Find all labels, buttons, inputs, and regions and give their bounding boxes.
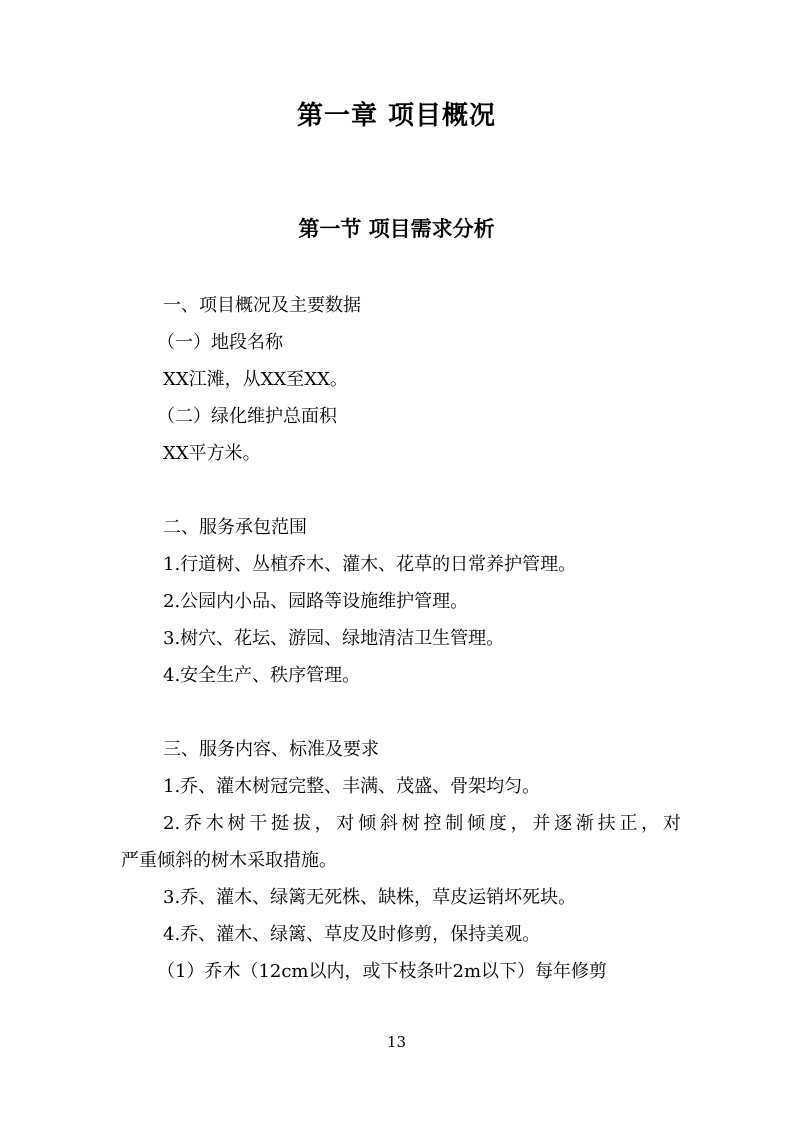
chapter-title: 第一章 项目概况 (296, 101, 497, 131)
part1-sub2-heading: （二）绿化维护总面积 (157, 406, 337, 427)
paragraph-gap (121, 472, 681, 509)
part3-item-3: 3.乔、灌木、绿篱无死株、缺株，草皮运销坏死块。 (163, 887, 577, 908)
section-title: 第一节 项目需求分析 (298, 217, 495, 241)
part2-item: 2.公园内小品、园路等设施维护管理。 (163, 591, 469, 612)
part3-item-4: 4.乔、灌木、绿篱、草皮及时修剪，保持美观。 (163, 924, 541, 945)
paragraph-gap (121, 694, 681, 731)
part2-item: 4.安全生产、秩序管理。 (163, 665, 361, 686)
part1-sub2-text: XX平方米。 (163, 443, 261, 464)
part1-heading: 一、项目概况及主要数据 (163, 295, 361, 316)
part1-sub1-heading: （一）地段名称 (157, 332, 283, 353)
part3-item-1: 1.乔、灌木树冠完整、丰满、茂盛、骨架均匀。 (163, 776, 541, 797)
part3-heading: 三、服务内容、标准及要求 (163, 739, 379, 760)
part2-item: 1.行道树、丛植乔木、灌木、花草的日常养护管理。 (163, 554, 577, 575)
part2-item: 3.树穴、花坛、游园、绿地清洁卫生管理。 (163, 628, 505, 649)
part2-heading: 二、服务承包范围 (163, 517, 307, 538)
part3-item-4-sub-1: （1）乔木（12cm以内，或下枝条叶2m以下）每年修剪 (157, 961, 608, 982)
part3-item-2-line-2: 严重倾斜的树木采取措施。 (121, 850, 337, 871)
page-number: 13 (386, 1033, 407, 1051)
document-body (121, 287, 681, 990)
part1-sub1-text: XX江滩，从XX至XX。 (163, 369, 348, 390)
part3-item-2-line-1: 2.乔木树干挺拔，对倾斜树控制倾度，并逐渐扶正，对 (163, 813, 681, 834)
